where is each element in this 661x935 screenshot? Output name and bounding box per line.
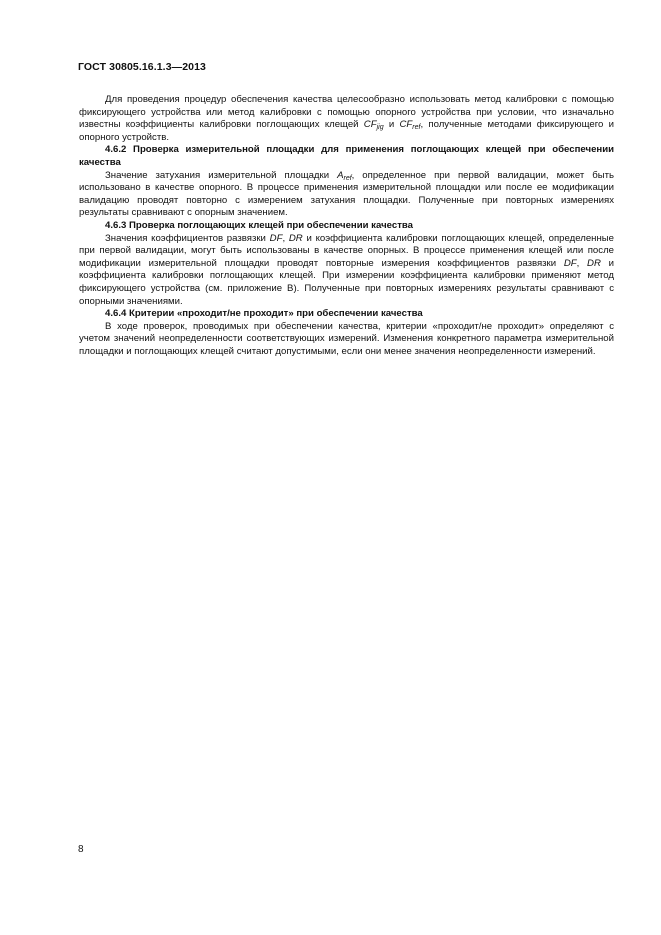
section-4-6-2-heading: 4.6.2 Проверка измерительной площадки для применения поглощающих клещей при обеспечении качества	[79, 144, 614, 168]
df-symbol: DF	[563, 257, 577, 269]
intro-paragraph: Для проведения процедур обеспечения качества целесообразно использовать метод калибровки с помощью фиксирующего устройства или метод калибровки с помощью опорного устройства при условии, что изначально известны коэффициенты калибровки поглощающих клещей $CF_{jig}$ и $CF_{ref}$, полученные методами фиксирующего и опорного устройств.	[79, 94, 614, 143]
document-body	[79, 94, 614, 358]
page-number: 8	[78, 844, 84, 855]
section-4-6-3-heading: 4.6.3 Проверка поглощающих клещей при обеспечении качества	[105, 219, 413, 231]
section-4-6-4-heading: 4.6.4 Критерии «проходит/не проходит» при обеспечении качества	[105, 308, 423, 320]
cf-ref-symbol: $CF_{ref}$	[399, 119, 421, 132]
a-ref-symbol: $A_{ref}$	[337, 169, 352, 182]
dr-symbol: DR	[587, 257, 601, 269]
section-4-6-4-paragraph: В ходе проверок, проводимых при обеспечении качества, критерии «проходит/не проходит» определяют с учетом значений неопределенности соответствующих измерений. Изменения конкретного параметра измерительной площадки и поглощающих клещей считают допустимыми, если они менее значения неопределенности измерений.	[79, 320, 614, 357]
section-4-6-2-paragraph: Значение затухания измерительной площадки $A_{ref}$, определенное при первой валидации, может быть использовано в качестве опорного. В процессе применения измерительной площадки или после ее модификации валидацию проводят повторно с измерением затухания площадки. Полученные при повторных измерениях результаты сравнивают с опорным значением.	[79, 169, 614, 219]
dr-symbol: DR	[288, 232, 303, 244]
document-header: ГОСТ 30805.16.1.3—2013	[78, 61, 206, 73]
df-symbol: DF	[269, 232, 283, 244]
section-4-6-3-paragraph: Значения коэффициентов развязки DF, DR и коэффициента калибровки поглощающих клещей, определенные при первой валидации, могут быть использованы в качестве опорных. В процессе применения клещей или после модификации измерительной площадки проводят повторные измерения коэффициентов развязки DF, DR и коэффициента калибровки поглощающих клещей. При измерении коэффициента калибровки применяют метод фиксирующего устройства (см. приложение В). Полученные при повторных измерениях результаты сравнивают с опорными значениями.	[79, 232, 614, 307]
cf-jig-symbol: $CF_{jig}$	[363, 119, 384, 132]
